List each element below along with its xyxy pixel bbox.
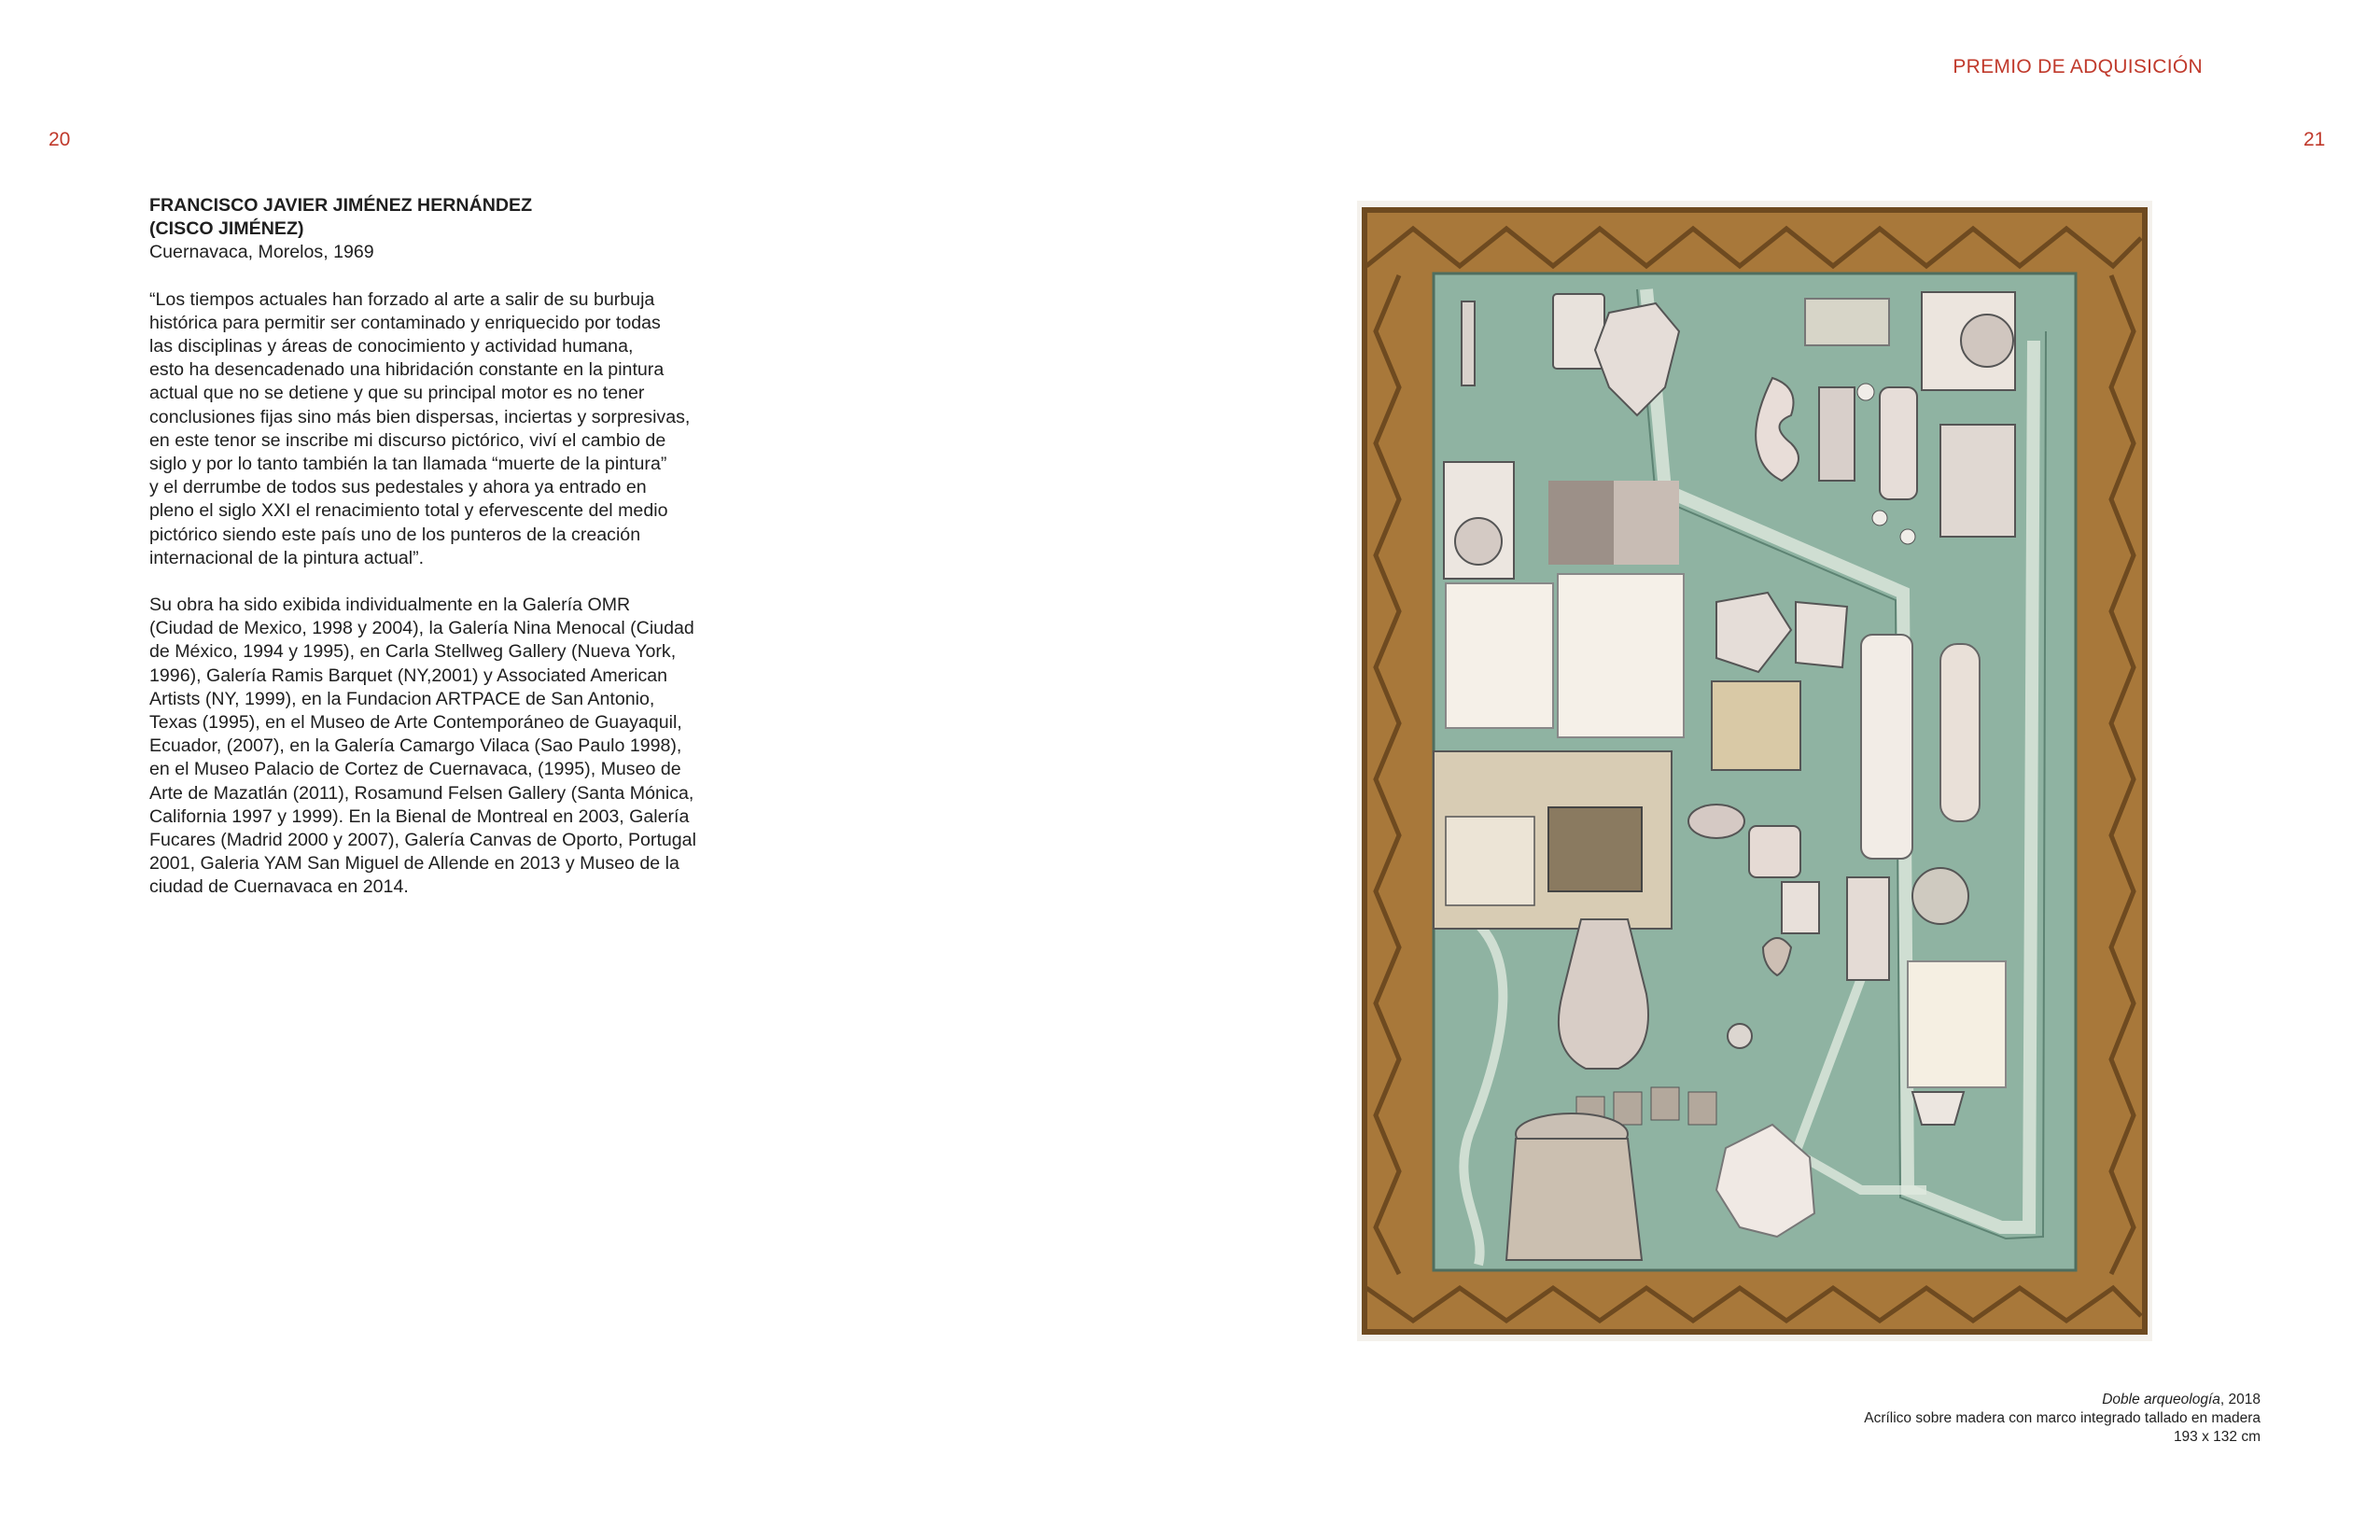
statement-line: y el derrumbe de todos sus pedestales y ahora ya entrado en xyxy=(149,477,647,498)
artwork-dimensions: 193 x 132 cm xyxy=(2173,1429,2261,1445)
section-header: PREMIO DE ADQUISICIÓN xyxy=(1953,56,2203,77)
statement-line: pleno el siglo XXI el renacimiento total y efervescente del medio xyxy=(149,500,668,522)
page-number-left: 20 xyxy=(49,129,71,150)
bio-line: Ecuador, (2007), en la Galería Camargo Vilaca (Sao Paulo 1998), xyxy=(149,735,682,757)
bio-line: Artists (NY, 1999), en la Fundacion ARTPACE de San Antonio, xyxy=(149,688,655,709)
lichen-object xyxy=(1912,868,1968,924)
spindle-object xyxy=(1462,301,1475,385)
bio-line: (Ciudad de Mexico, 1998 y 2004), la Galería Nina Menocal (Ciudad xyxy=(149,618,694,639)
caption-title-line xyxy=(1680,1391,2261,1409)
artwork-title: Doble arqueología xyxy=(2102,1392,2220,1407)
drawing-sheet-left xyxy=(1446,583,1553,728)
statement-line: esto ha desencadenado una hibridación constante en la pintura xyxy=(149,359,665,381)
textured-column xyxy=(1940,644,1980,821)
bracket-object xyxy=(1847,877,1889,980)
bio-line: Su obra ha sido exibida individualmente en la Galería OMR xyxy=(149,595,631,616)
bio-line: Fucares (Madrid 2000 y 2007), Galería Canvas de Oporto, Portugal xyxy=(149,830,696,851)
statement-line: siglo y por lo tanto también la tan llamada “muerte de la pintura” xyxy=(149,454,667,475)
artwork-technique: Acrílico sobre madera con marco integrado tallado en madera xyxy=(1864,1410,2261,1426)
figure-with-radio xyxy=(1940,425,2015,537)
statement-line: pictórico siendo este país uno de los punteros de la creación xyxy=(149,524,641,545)
statement-line: histórica para permitir ser contaminado y enriquecido por todas xyxy=(149,312,661,333)
artist-biography xyxy=(149,594,784,900)
drawing-sheet-right xyxy=(1908,961,2006,1087)
statement-line: internacional de la pintura actual”. xyxy=(149,547,425,568)
box-object xyxy=(1553,294,1604,369)
statement-line: actual que no se detiene y que su principal motor es no tener xyxy=(149,383,645,404)
statement-line: conclusiones fijas sino más bien dispersas, inciertas y sorpresivas, xyxy=(149,406,691,427)
artist-origin: Cuernavaca, Morelos, 1969 xyxy=(149,242,374,263)
white-column-sculpture xyxy=(1861,635,1912,859)
bio-line: 1996), Galería Ramis Barquet (NY,2001) y Associated American xyxy=(149,665,668,686)
bowl-object xyxy=(1688,805,1744,838)
circuit-panel xyxy=(1805,299,1889,345)
serpentine-object xyxy=(1880,387,1917,499)
artwork-caption xyxy=(1680,1391,2261,1447)
artist-alias: (CISCO JIMÉNEZ) xyxy=(149,218,304,240)
artist-name: FRANCISCO JAVIER JIMÉNEZ HERNÁNDEZ xyxy=(149,195,533,216)
artwork-year: , 2018 xyxy=(2219,1392,2261,1407)
bio-line: de México, 1994 y 1995), en Carla Stellweg Gallery (Nueva York, xyxy=(149,641,677,663)
page-number-right: 21 xyxy=(2303,129,2326,150)
bio-line: Texas (1995), en el Museo de Arte Contemporáneo de Guayaquil, xyxy=(149,712,682,734)
bio-line: 2001, Galeria YAM San Miguel de Allende en 2013 y Museo de la xyxy=(149,853,679,875)
statement-line: “Los tiempos actuales han forzado al arte a salir de su burbuja xyxy=(149,288,655,310)
bio-line: California 1997 y 1999). En la Bienal de Montreal en 2003, Galería xyxy=(149,805,690,827)
statement-line: en este tenor se inscribe mi discurso pictórico, viví el cambio de xyxy=(149,429,666,451)
wood-block xyxy=(1712,681,1800,770)
bio-line: Arte de Mazatlán (2011), Rosamund Felsen Gallery (Santa Mónica, xyxy=(149,782,694,804)
artist-statement xyxy=(149,288,784,570)
artwork-image xyxy=(1357,201,2152,1341)
statement-line: las disciplinas y áreas de conocimiento y actividad humana, xyxy=(149,336,634,357)
bio-line: en el Museo Palacio de Cortez de Cuernavaca, (1995), Museo de xyxy=(149,759,681,780)
totem-object xyxy=(1819,387,1855,481)
basket-object xyxy=(1506,1139,1642,1260)
artwork-painting xyxy=(1357,201,2152,1341)
bio-line: ciudad de Cuernavaca en 2014. xyxy=(149,876,409,898)
artist-text-column xyxy=(149,194,784,900)
drawing-sheet-center xyxy=(1558,574,1684,737)
